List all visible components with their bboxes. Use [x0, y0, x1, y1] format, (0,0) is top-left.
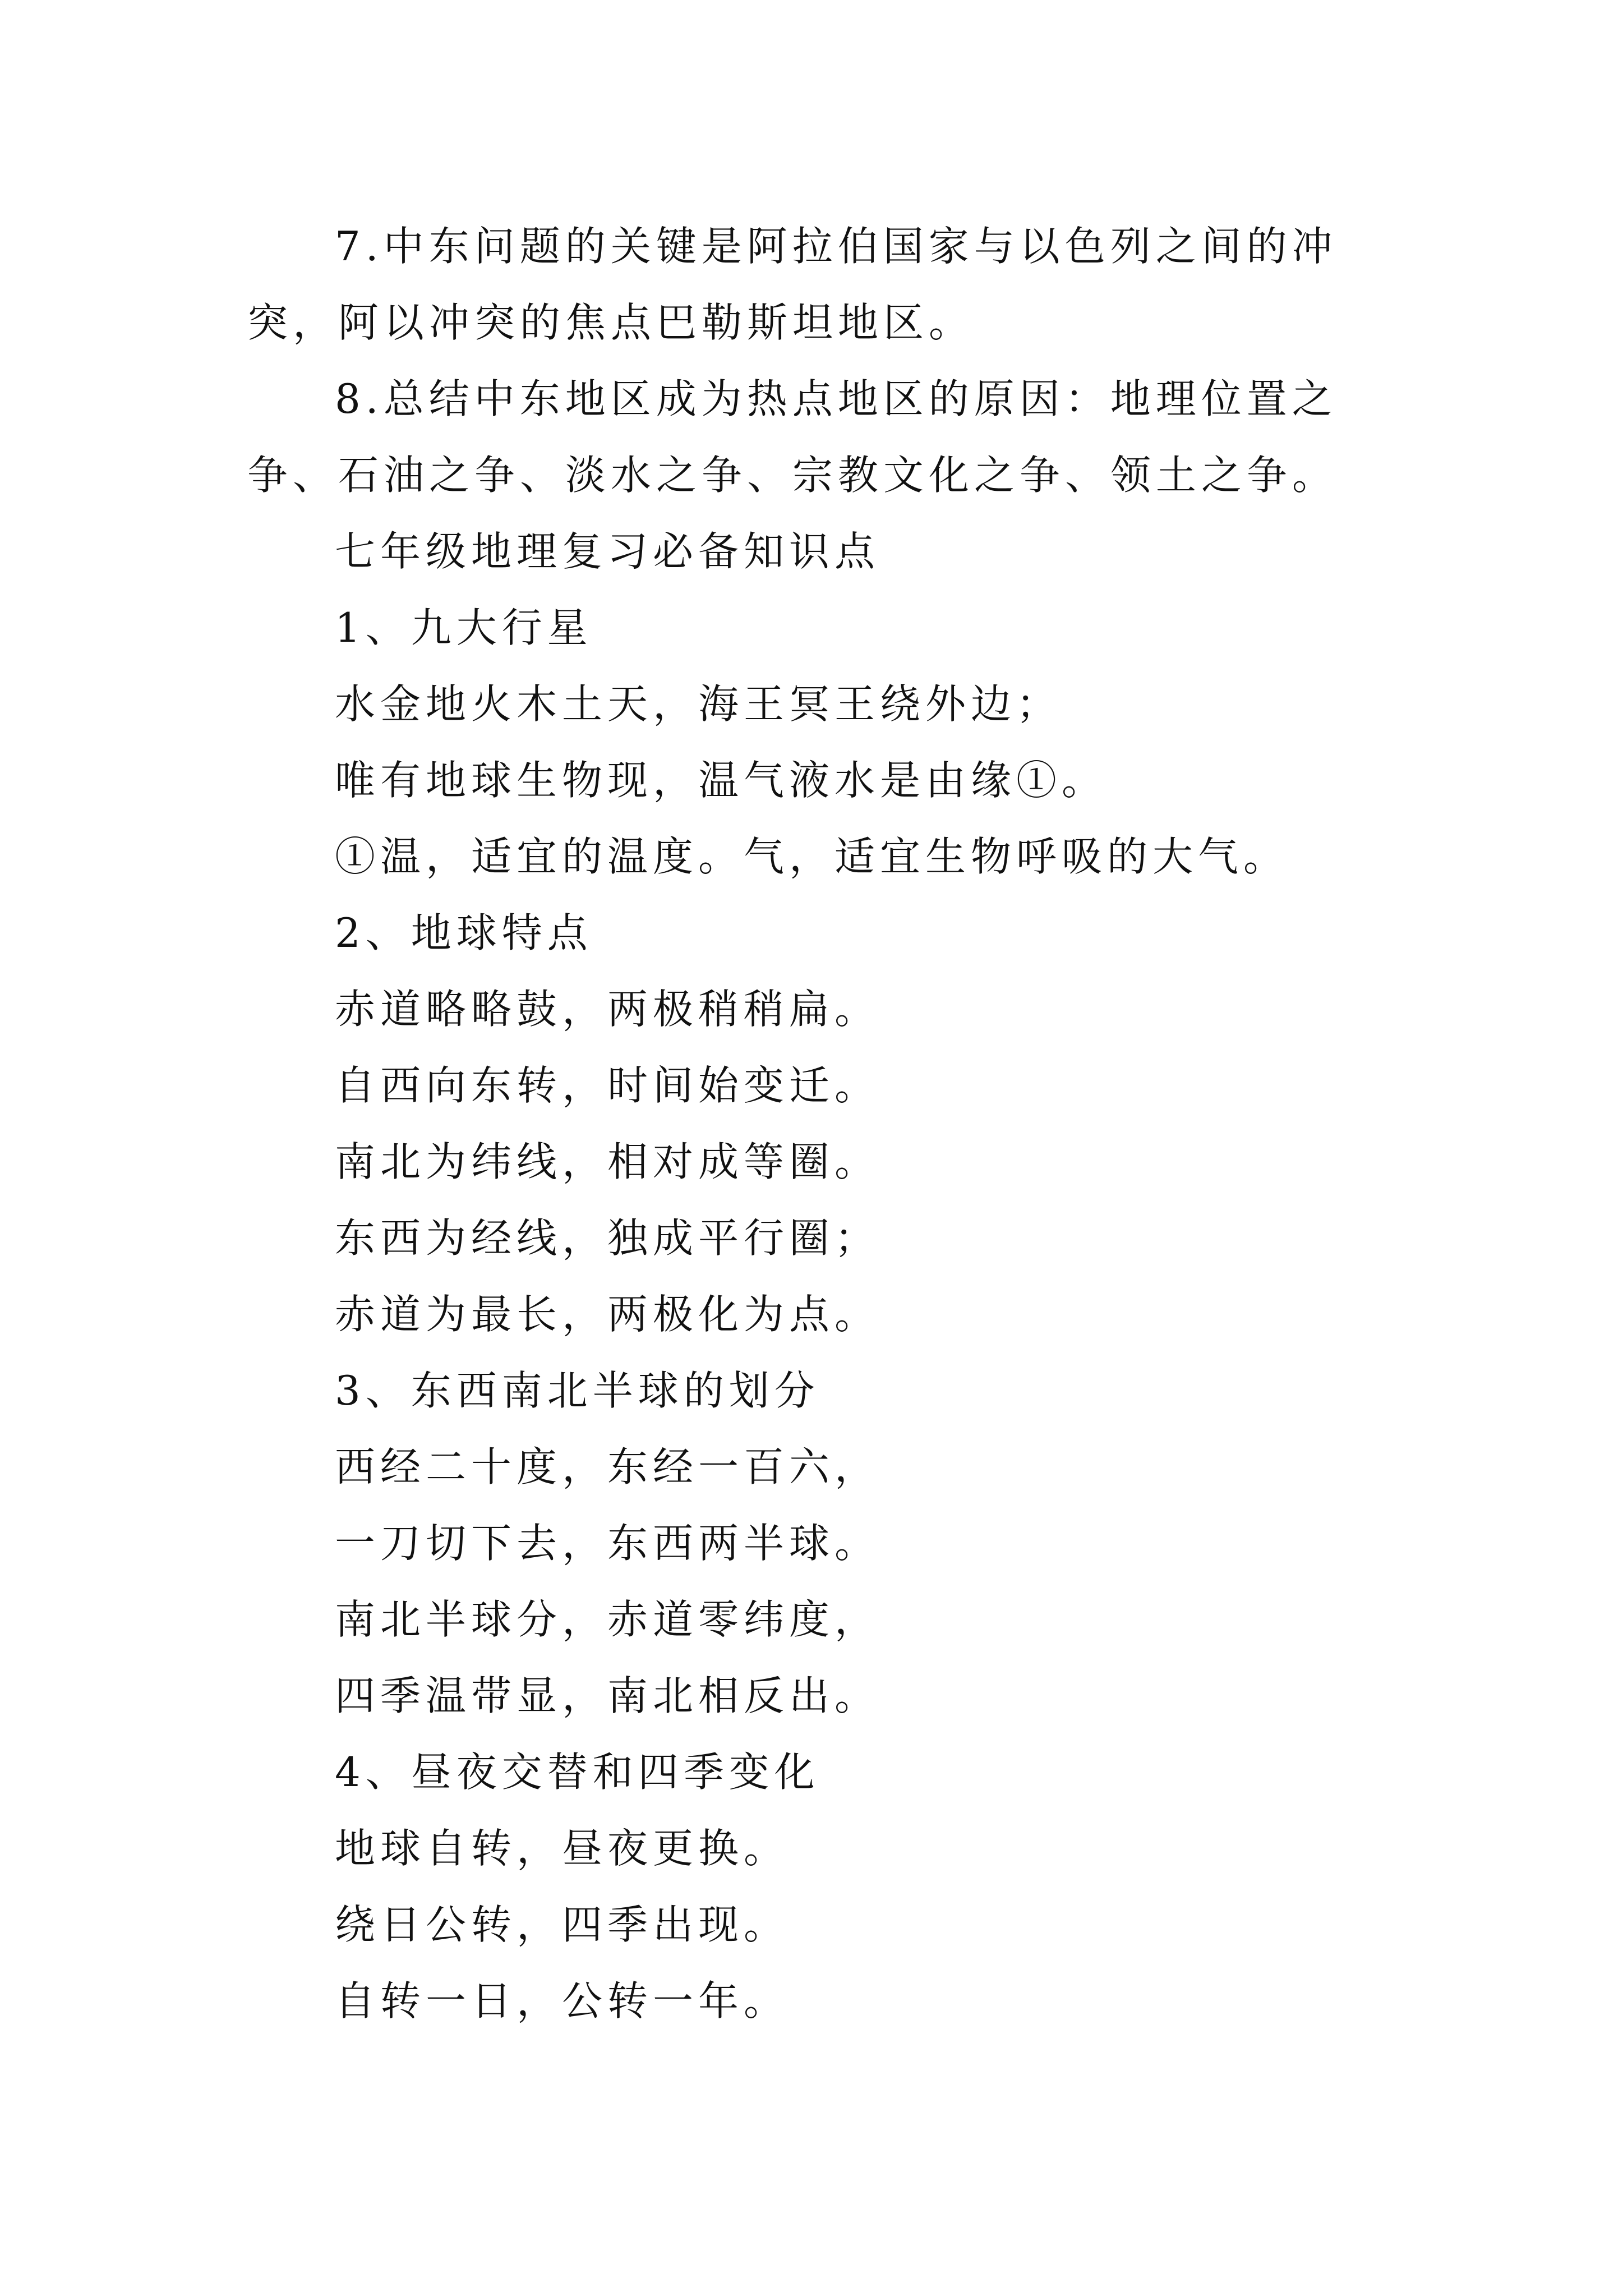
footnote-line: ①温，适宜的温度。气，适宜生物呼吸的大气。: [335, 833, 1289, 880]
verse-line: 一刀切下去，东西两半球。: [335, 1520, 880, 1567]
heading-nine-planets: 1、九大行星: [335, 604, 593, 651]
verse-line: 自转一日，公转一年。: [335, 1977, 790, 2024]
verse-line: 地球自转，昼夜更换。: [335, 1825, 790, 1872]
heading-day-night-seasons: 4、昼夜交替和四季变化: [335, 1749, 820, 1796]
verse-line: 水金地火木土天，海王冥王绕外边；: [335, 680, 1062, 728]
verse-line: 唯有地球生物现，温气液水是由缘①。: [335, 757, 1108, 804]
verse-line: 四季温带显，南北相反出。: [335, 1672, 880, 1719]
verse-line: 南北为纬线，相对成等圈。: [335, 1138, 880, 1185]
heading-earth-features: 2、地球特点: [335, 909, 593, 956]
paragraph-middle-east-conflict: 7.中东问题的关键是阿拉伯国家与以色列之间的冲突，阿以冲突的焦点巴勒斯坦地区。: [247, 223, 1338, 346]
verse-line: 东西为经线，独成平行圈；: [335, 1214, 880, 1262]
verse-line: 西经二十度，东经一百六，: [335, 1443, 880, 1490]
heading-hemispheres: 3、东西南北半球的划分: [335, 1367, 820, 1414]
section-heading: 七年级地理复习必备知识点: [335, 528, 880, 575]
verse-line: 南北半球分，赤道零纬度，: [335, 1596, 880, 1643]
verse-line: 绕日公转，四季出现。: [335, 1901, 790, 1948]
paragraph-hotspot-reasons: 8.总结中东地区成为热点地区的原因：地理位置之争、石油之争、淡水之争、宗教文化之争、领土之争。: [247, 375, 1338, 499]
verse-line: 赤道略略鼓，两极稍稍扁。: [335, 986, 880, 1033]
verse-line: 自西向东转，时间始变迁。: [335, 1062, 880, 1109]
verse-line: 赤道为最长，两极化为点。: [335, 1291, 880, 1338]
